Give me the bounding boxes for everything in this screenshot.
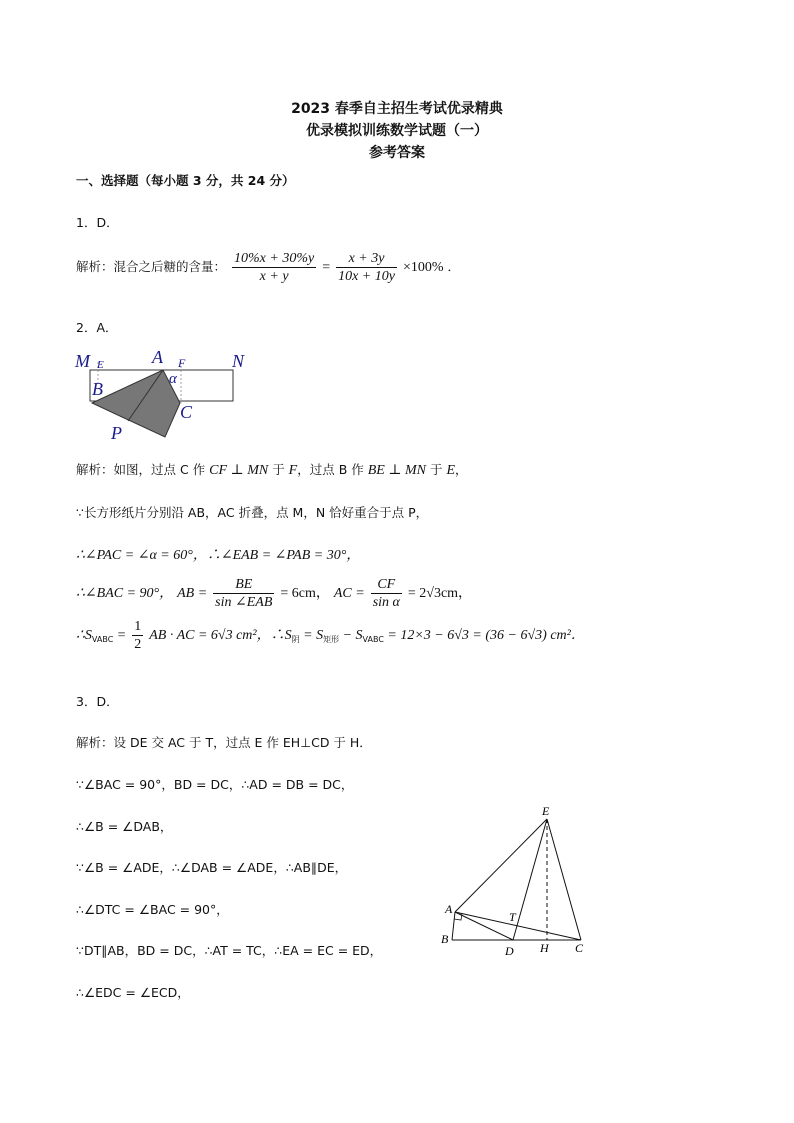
q3-line-ed [513,819,547,940]
q3-line-ab [452,912,455,940]
q2-line-5 [76,618,585,653]
q1-fraction-2 [336,250,397,285]
q2-l4-ab: AB = [177,586,208,601]
q2-label-M: M [75,351,90,371]
q3-line-7: ∴∠EDC = ∠ECD， [76,985,190,1000]
q2-l5-eq: = [113,628,127,643]
q2-l4-bac: ∴∠BAC = 90°， [76,586,174,601]
q2-l4-frac-ac-num: CF [371,576,402,594]
q1-fraction-1 [232,250,316,285]
q1-frac1-numerator: 10%x + 30%y [234,251,315,266]
q3-line-ae [455,819,547,912]
q1-answer: 1．D． [76,215,119,230]
q3-line-4: ∵∠B = ∠ADE，∴∠DAB = ∠ADE，∴AB∥DE， [76,860,348,875]
q2-l1-cf-mn: CF ⊥ MN [209,463,269,478]
q2-l5-result: = 12×3 − 6√3 = (36 − 6√3) cm²． [383,628,585,643]
q3-label-C: C [575,941,584,955]
q3-answer: 3．D． [76,694,119,709]
q2-label-F: F [178,356,186,370]
q3-figure [435,800,595,960]
q2-l4-frac-ac-den: sin α [372,595,400,610]
q2-l5-s: ∴S [76,628,92,643]
q2-label-N: N [232,351,245,371]
title-line-1: 2023 春季自主招生考试优录精典 [291,101,503,117]
q2-l4-frac-ab-den: sin ∠EAB [215,595,273,610]
q3-label-T: T [509,910,516,924]
q3-line-2: ∵∠BAC = 90°，BD = DC，∴AD = DB = DC， [76,777,354,792]
q2-label-alpha: α [169,371,177,387]
q2-label-P: P [111,423,122,443]
q2-line-2: ∵长方形纸片分别沿 AB，AC 折叠，点 M，N 恰好重合于点 P， [76,505,429,520]
q2-l5-sub1: VABC [91,635,114,644]
q2-label-B: B [92,379,103,399]
q3-line-ac [455,912,581,940]
q2-l1-e: E [446,463,456,478]
q2-l1-comma: ， [455,462,468,477]
q3-line-ad [455,912,513,940]
q1-frac1-denominator: x + y [259,269,289,284]
q2-l4-ac: AC = [333,586,365,601]
q2-label-C: C [180,402,193,422]
q2-l5-area: AB · AC = 6√3 cm²，∴S [149,628,292,643]
q3-label-E: E [542,804,550,818]
q2-l1-f: F [288,463,298,478]
q2-l5-half-num: 1 [134,619,142,634]
q3-label-A: A [445,902,453,916]
q2-l1-be-mn: BE ⊥ MN [367,463,427,478]
q2-l4-frac-ab-num: BE [213,576,274,594]
q2-line-3: ∴∠PAC = ∠α = 60°，∴∠EAB = ∠PAB = 30°， [76,548,361,563]
q2-l4-frac-ac [371,576,402,611]
q3-line-5: ∴∠DTC = ∠BAC = 90°， [76,902,229,917]
q2-label-A: A [152,347,163,367]
q2-l5-frac-half [132,618,143,653]
section-heading: 一、选择题（每小题 3 分，共 24 分） [76,173,295,188]
q2-l4-frac-ab [213,576,274,611]
q1-end: ． [447,259,460,274]
q2-l4-ac-val: = 2√3cm， [407,586,473,601]
q3-label-D: D [505,944,514,958]
q2-l1-text2: ，过点 B 作 [297,462,368,477]
q3-line-6: ∵DT∥AB，BD = DC，∴AT = TC，∴EA = EC = ED， [76,943,383,958]
q3-label-B: B [441,932,449,946]
q1-analysis [76,250,460,285]
q2-l1-text: 解析：如图，过点 C 作 [76,462,210,477]
q1-equals: = [322,260,331,275]
q2-answer: 2．A． [76,320,118,335]
q2-l4-ab-val: = 6cm， [280,586,330,601]
q1-analysis-label: 解析：混合之后糖的含量： [76,259,227,274]
q2-l5-sub2: 阴 [291,635,300,644]
q2-l5-sub4: VABC [362,635,384,644]
q2-l1-yu2: 于 [426,462,447,477]
q2-l5-sub3: 矩形 [323,635,340,644]
q3-line-3: ∴∠B = ∠DAB， [76,819,173,834]
q2-line-4 [76,576,472,611]
q2-label-E: E [97,359,104,371]
q1-percent: ×100% [402,260,444,275]
q3-line-1: 解析：设 DE 交 AC 于 T，过点 E 作 EH⊥CD 于 H． [76,735,372,750]
q3-label-H: H [540,941,549,955]
q2-l5-eq2: = S [299,628,324,643]
title-line-2: 优录模拟训练数学试题（一） [306,123,488,139]
title-line-3: 参考答案 [369,145,425,161]
q2-l5-half-den: 2 [134,637,142,652]
q2-l5-minus: − S [339,628,363,643]
q1-frac2-numerator: x + 3y [336,250,397,268]
q1-frac2-denominator: 10x + 10y [338,269,395,284]
q2-figure [70,345,260,445]
q2-l1-yu: 于 [268,462,289,477]
q2-folded-shape [92,370,180,437]
q3-line-ec [547,819,581,940]
q2-line-1 [76,460,468,479]
